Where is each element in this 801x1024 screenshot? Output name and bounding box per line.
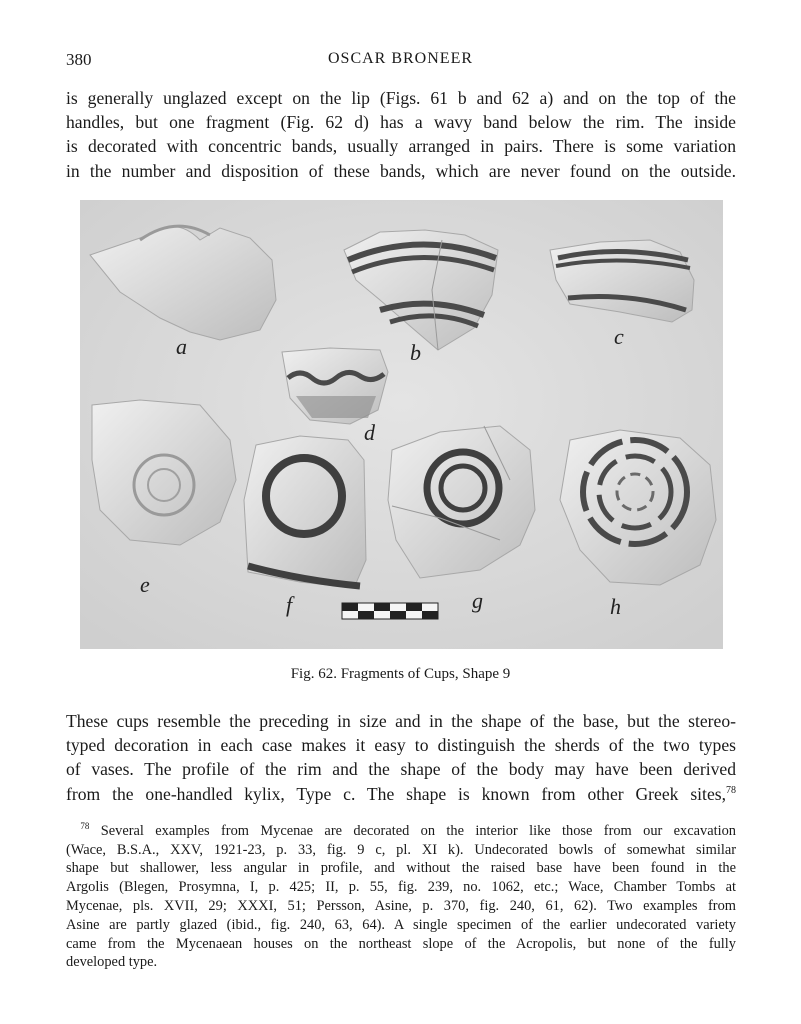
footnote-line: shape but shallower, less angular in profile, and without the raised base have been found in the <box>66 860 736 877</box>
label-g: g <box>472 588 483 613</box>
text-line: of vases. The profile of the rim and the shape of the body may have been derived <box>66 759 736 780</box>
footnote-line: Mycenae, pls. XVII, 29; XXXI, 51; Persson, Asine, p. 370, fig. 240, 61, 62). Two examples from <box>66 897 736 914</box>
label-b: b <box>410 340 421 365</box>
label-f: f <box>286 592 293 617</box>
footnote-line: developed type. <box>66 954 158 971</box>
text-line: typed decoration in each case makes it easy to distinguish the sherds of the two types <box>66 735 736 756</box>
footnote-line: came from the Mycenaean houses on the northeast slope of the Acropolis, but none of the fully <box>66 935 736 952</box>
paragraph-1 <box>66 86 736 183</box>
sherd-e <box>92 400 236 545</box>
footnote-line <box>66 817 736 841</box>
sherd-f <box>244 436 366 588</box>
footnote-reference[interactable]: 78 <box>726 784 736 796</box>
running-head: OSCAR BRONEER <box>327 50 474 67</box>
footnote-line: Argolis (Blegen, Prosymna, I, p. 425; II, p. 55, fig. 239, no. 1062, etc.; Wace, Chamber Tombs at <box>66 879 736 896</box>
footnote <box>66 817 736 972</box>
label-d: d <box>364 420 375 445</box>
text-line: is generally unglazed except on the lip (Figs. 61 b and 62 a) and on the top of the <box>66 88 736 108</box>
text-line: in the number and disposition of these bands, which are never found on the outside. <box>66 160 736 181</box>
text-line: These cups resemble the preceding in size and in the shape of the base, but the stereo- <box>66 711 736 731</box>
footnote-number: 78 <box>80 821 90 831</box>
footnote-text: Several examples from Mycenae are decorated on the interior like those from our excavation <box>100 822 736 839</box>
label-e: e <box>140 572 150 597</box>
text-line-content: from the one-handled kylix, Type c. The shape is known from other Greek sites, <box>66 783 726 804</box>
page-number: 380 <box>66 50 92 69</box>
figure-caption: Fig. 62. Fragments of Cups, Shape 9 <box>290 666 511 682</box>
label-h: h <box>610 594 621 619</box>
scale-bar <box>342 603 438 619</box>
figure-photograph <box>80 200 723 649</box>
text-line <box>66 782 736 806</box>
sherd-photo <box>80 200 723 649</box>
footnote-line: (Wace, B.S.A., XXV, 1921-23, p. 33, fig. 9 c, pl. XI k). Undecorated bowls of somewhat similar <box>66 841 736 858</box>
label-a: a <box>176 334 187 359</box>
footnote-line: Asine are partly glazed (ibid., fig. 240, 63, 64). A single specimen of the earlier undecorated variety <box>66 916 736 933</box>
label-c: c <box>614 324 624 349</box>
text-line: is decorated with concentric bands, usually arranged in pairs. There is some variation <box>66 136 736 157</box>
text-line: handles, but one fragment (Fig. 62 d) has a wavy band below the rim. The inside <box>66 112 736 133</box>
paragraph-2 <box>66 709 736 806</box>
